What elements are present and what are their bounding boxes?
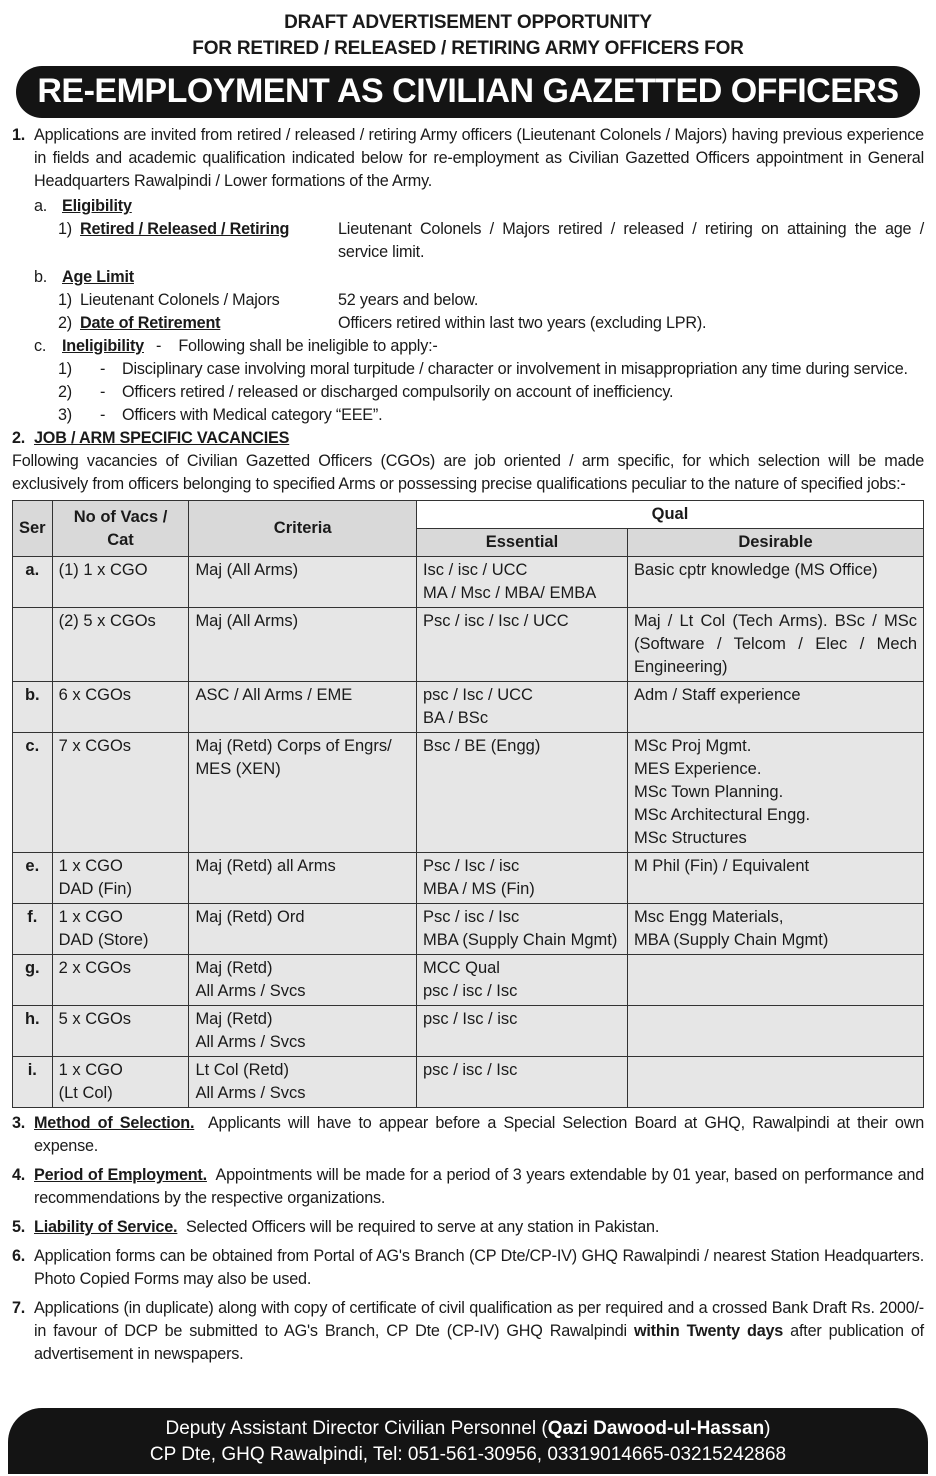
vacancies-table — [12, 500, 924, 1108]
cell-desirable — [627, 1057, 923, 1108]
cell-criteria: Maj (Retd) All Arms / Svcs — [189, 955, 417, 1006]
cell-ser: c. — [13, 733, 53, 853]
para-text: Applications are invited from retired / released / retiring Army officers (Lieutenant Colonels / Majors) having previous experience in fields and academic qualification indicated below for re-employment as Civilian Gazetted Officers appointment in General Headquarters Rawalpindi / Lower formations of the Army. — [34, 126, 924, 190]
cell-ser: g. — [13, 955, 53, 1006]
header-ser: Ser — [13, 501, 53, 557]
cell-ser: a. — [13, 557, 53, 608]
paragraph-6 — [12, 1245, 924, 1291]
header-qual: Qual — [416, 501, 923, 529]
cell-desirable: Basic cptr knowledge (MS Office) — [627, 557, 923, 608]
item-value: Lieutenant Colonels / Majors retired / released / retiring on attaining the age / service limit. — [338, 220, 924, 261]
cell-desirable: Adm / Staff experience — [627, 682, 923, 733]
header-criteria: Criteria — [189, 501, 417, 557]
footer-paren: ) — [764, 1418, 771, 1439]
cell-desirable: M Phil (Fin) / Equivalent — [627, 853, 923, 904]
header-line-2: FOR RETIRED / RELEASED / RETIRING ARMY OFFICERS FOR — [192, 38, 744, 59]
cell-vacs: 6 x CGOs — [52, 682, 189, 733]
ineligibility-item: Officers retired / released or discharged compulsorily on account of inefficiency. — [122, 383, 674, 401]
para-number: 2. — [12, 429, 26, 447]
item-value: 52 years and below. — [338, 291, 479, 309]
section-heading-method: Method of Selection. — [34, 1114, 195, 1132]
section-heading-period: Period of Employment. — [34, 1166, 207, 1184]
table-row — [13, 608, 924, 682]
section-heading-ineligibility: Ineligibility — [62, 337, 144, 355]
header-line-1: DRAFT ADVERTISEMENT OPPORTUNITY — [284, 12, 652, 33]
para-text: Applications (in duplicate) along with copy of certificate of civil qualification as per required and a crossed Bank Draft Rs. 2000/- in favour of DCP be submitted to AG's Branch, CP Dte (CP-IV) GHQ Rawalpindi — [34, 1299, 924, 1340]
item-key: 1) — [58, 220, 72, 238]
cell-criteria: Maj (Retd) Ord — [189, 904, 417, 955]
paragraph-2 — [12, 427, 924, 496]
cell-essential: psc / Isc / UCC BA / BSc — [416, 682, 627, 733]
cell-essential: Psc / isc / Isc MBA (Supply Chain Mgmt) — [416, 904, 627, 955]
paragraph-7 — [12, 1297, 924, 1366]
table-row — [13, 682, 924, 733]
cell-essential: MCC Qual psc / isc / Isc — [416, 955, 627, 1006]
cell-vacs: 2 x CGOs — [52, 955, 189, 1006]
cell-ser: f. — [13, 904, 53, 955]
cell-desirable: MSc Proj Mgmt. MES Experience. MSc Town Planning. MSc Architectural Engg. MSc Structures — [627, 733, 923, 853]
cell-vacs: 1 x CGO (Lt Col) — [52, 1057, 189, 1108]
ineligibility-intro: - Following shall be ineligible to apply:- — [155, 337, 438, 355]
cell-criteria: ASC / All Arms / EME — [189, 682, 417, 733]
item-dash: - — [100, 406, 106, 424]
para-number: 4. — [12, 1166, 26, 1184]
cell-vacs: 1 x CGO DAD (Fin) — [52, 853, 189, 904]
cell-criteria: Maj (All Arms) — [189, 557, 417, 608]
cell-essential: psc / Isc / isc — [416, 1006, 627, 1057]
cell-criteria: Maj (All Arms) — [189, 608, 417, 682]
footer-line-2: CP Dte, GHQ Rawalpindi, Tel: 051-561-30956, 03319014665-03215242868 — [149, 1444, 787, 1465]
header-vacs: No of Vacs / Cat — [52, 501, 189, 557]
contact-footer — [8, 1408, 928, 1474]
cell-ser: h. — [13, 1006, 53, 1057]
cell-essential: Bsc / BE (Engg) — [416, 733, 627, 853]
cell-ser: b. — [13, 682, 53, 733]
table-row — [13, 733, 924, 853]
cell-desirable: Msc Engg Materials, MBA (Supply Chain Mgmt) — [627, 904, 923, 955]
cell-vacs: (1) 1 x CGO — [52, 557, 189, 608]
cell-essential: Psc / isc / Isc / UCC — [416, 608, 627, 682]
paragraph-3 — [12, 1112, 924, 1158]
header-essential: Essential — [416, 529, 627, 557]
cell-vacs: 5 x CGOs — [52, 1006, 189, 1057]
cell-essential: Isc / isc / UCC MA / Msc / MBA/ EMBA — [416, 557, 627, 608]
para-text-end: after publication of advertisement in newspapers. — [34, 1322, 924, 1363]
footer-designation: Deputy Assistant Director Civilian Personnel ( — [165, 1418, 548, 1439]
cell-ser — [13, 608, 53, 682]
para-text: Selected Officers will be required to serve at any station in Pakistan. — [185, 1218, 660, 1236]
para-number: 3. — [12, 1114, 26, 1132]
ineligibility-item: Disciplinary case involving moral turpitude / character or involvement in misappropriation any time during service. — [122, 360, 908, 378]
item-label: Retired / Released / Retiring — [80, 220, 290, 238]
paragraph-1 — [12, 124, 924, 427]
cell-vacs: (2) 5 x CGOs — [52, 608, 189, 682]
sub-key: b. — [34, 268, 48, 286]
header-desirable: Desirable — [627, 529, 923, 557]
cell-vacs: 7 x CGOs — [52, 733, 189, 853]
para-number: 7. — [12, 1299, 26, 1317]
section-heading-age-limit: Age Limit — [62, 268, 134, 286]
para-text: Application forms can be obtained from Portal of AG's Branch (CP Dte/CP-IV) GHQ Rawalpindi / nearest Station Headquarters. Photo Copied Forms may also be used. — [34, 1247, 924, 1288]
footer-line-1 — [8, 1416, 928, 1442]
sub-key: c. — [34, 337, 47, 355]
para-text: Following vacancies of Civilian Gazetted Officers (CGOs) are job oriented / arm specific, for which selection will be made exclusively from officers belonging to specified Arms or possessing precise qualifications peculiar to the nature of specified jobs:- — [12, 452, 924, 493]
item-key: 3) — [58, 406, 72, 424]
paragraph-4 — [12, 1164, 924, 1210]
cell-essential: psc / isc / Isc — [416, 1057, 627, 1108]
para-number: 5. — [12, 1218, 26, 1236]
cell-vacs: 1 x CGO DAD (Store) — [52, 904, 189, 955]
table-row — [13, 955, 924, 1006]
cell-essential: Psc / Isc / isc MBA / MS (Fin) — [416, 853, 627, 904]
cell-desirable — [627, 1006, 923, 1057]
ineligibility-item: Officers with Medical category “EEE”. — [122, 406, 383, 424]
cell-ser: e. — [13, 853, 53, 904]
cell-criteria: Maj (Retd) Corps of Engrs/ MES (XEN) — [189, 733, 417, 853]
table-row — [13, 1057, 924, 1108]
cell-desirable — [627, 955, 923, 1006]
cell-criteria: Lt Col (Retd) All Arms / Svcs — [189, 1057, 417, 1108]
para-text: Appointments will be made for a period of 3 years extendable by 01 year, based on performance and recommendations by the respective organizations. — [34, 1166, 925, 1207]
paragraph-5 — [12, 1216, 924, 1239]
cell-criteria: Maj (Retd) All Arms / Svcs — [189, 1006, 417, 1057]
para-number: 1. — [12, 126, 26, 144]
para-number: 6. — [12, 1247, 26, 1265]
section-heading-eligibility: Eligibility — [62, 197, 132, 215]
item-key: 2) — [58, 383, 72, 401]
item-dash: - — [100, 360, 106, 378]
item-key: 2) — [58, 314, 72, 332]
item-dash: - — [100, 383, 106, 401]
table-row — [13, 557, 924, 608]
item-label: Lieutenant Colonels / Majors — [80, 291, 280, 309]
table-row — [13, 904, 924, 955]
item-key: 1) — [58, 291, 72, 309]
cell-ser: i. — [13, 1057, 53, 1108]
item-key: 1) — [58, 360, 72, 378]
table-row — [13, 1006, 924, 1057]
section-heading-vacancies: JOB / ARM SPECIFIC VACANCIES — [34, 429, 290, 447]
item-value: Officers retired within last two years (excluding LPR). — [338, 314, 707, 332]
para-text: Applicants will have to appear before a Special Selection Board at GHQ, Rawalpindi at their own expense. — [34, 1114, 924, 1155]
sub-key: a. — [34, 197, 48, 215]
section-heading-liability: Liability of Service. — [34, 1218, 178, 1236]
item-label: Date of Retirement — [80, 314, 221, 332]
table-row — [13, 853, 924, 904]
footer-name: Qazi Dawood-ul-Hassan — [547, 1418, 765, 1439]
title-banner: RE-EMPLOYMENT AS CIVILIAN GAZETTED OFFICERS — [16, 66, 920, 118]
deadline-text: within Twenty days — [633, 1322, 784, 1340]
cell-desirable: Maj / Lt Col (Tech Arms). BSc / MSc (Software / Telcom / Elec / Mech Engineering) — [627, 608, 923, 682]
cell-criteria: Maj (Retd) all Arms — [189, 853, 417, 904]
